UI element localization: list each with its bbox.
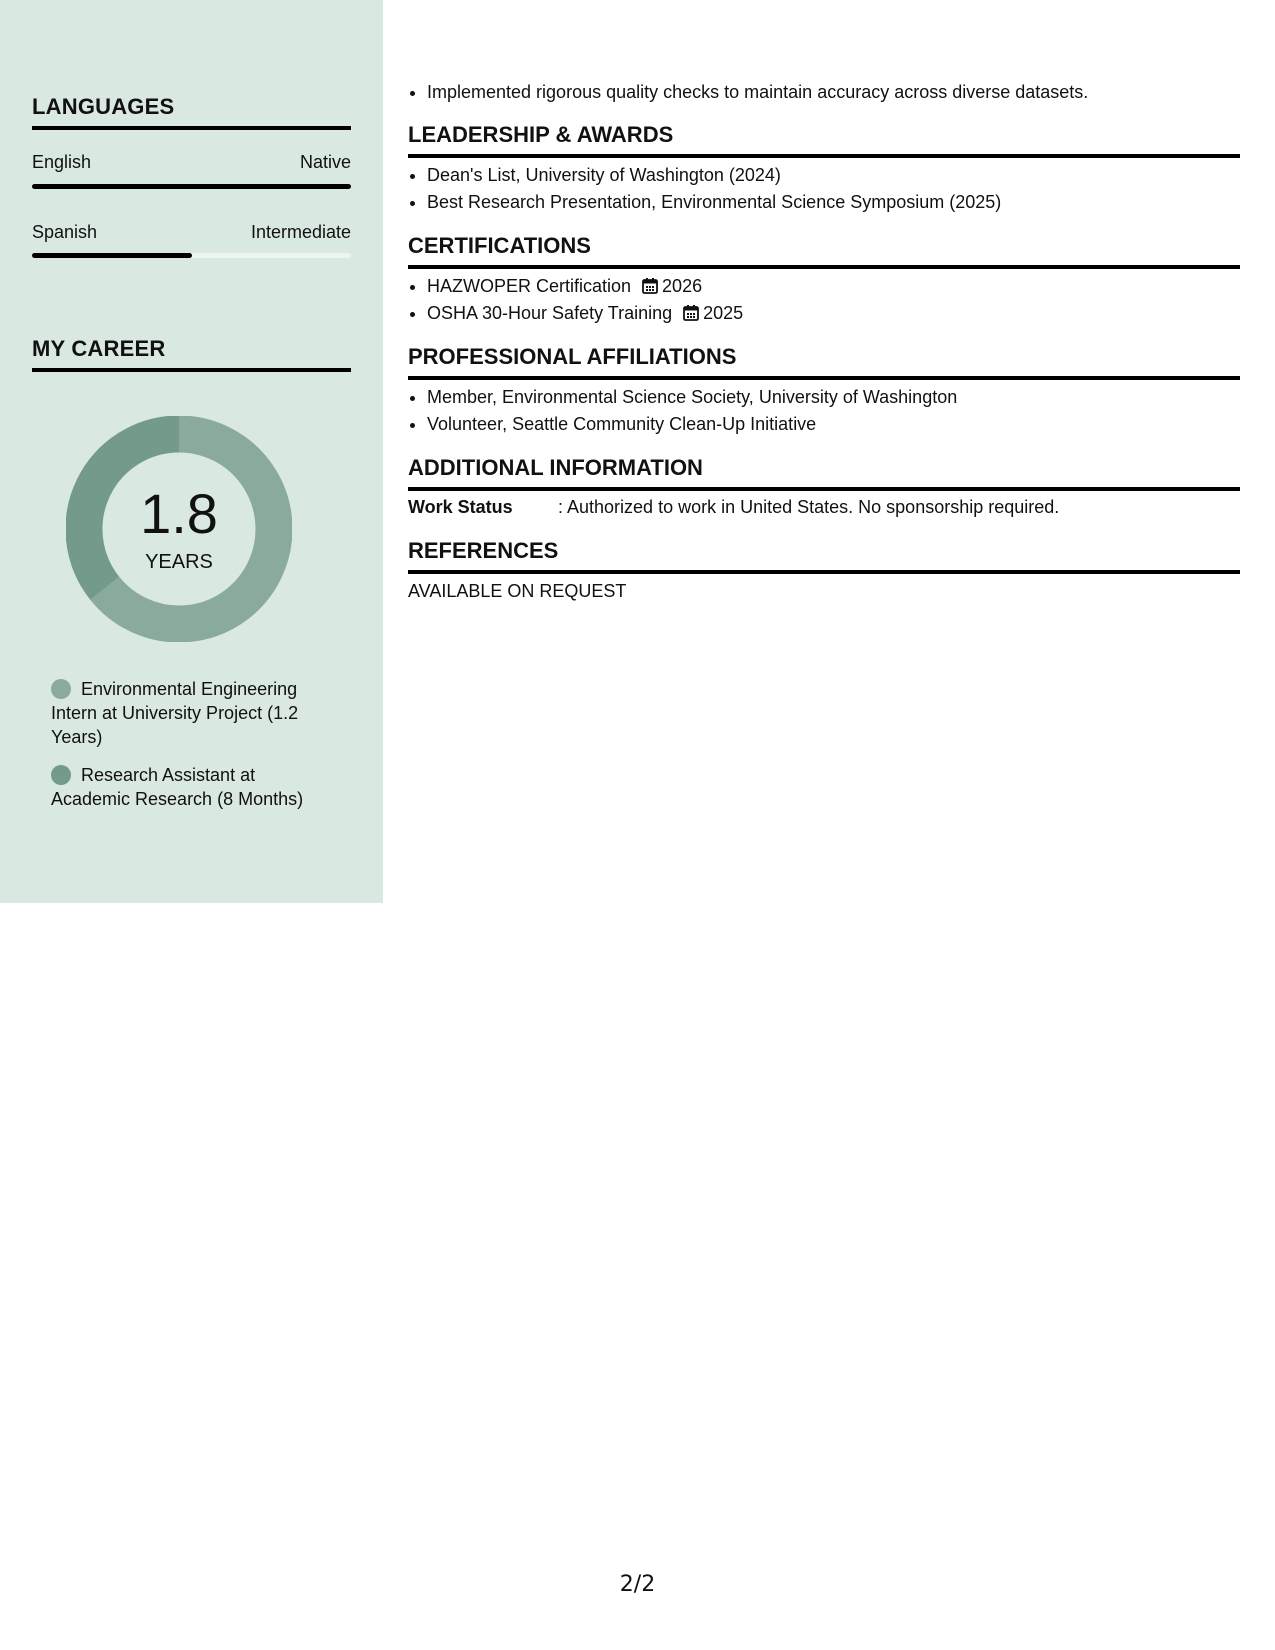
career-legend-label: Research Assistant at Academic Research (8 Months) xyxy=(51,765,304,809)
career-total-value: 1.8 xyxy=(140,482,218,545)
language-proficiency-bar xyxy=(32,253,351,258)
awards-list xyxy=(408,162,1239,216)
certification-item xyxy=(427,300,1239,327)
certifications-list xyxy=(408,273,1239,327)
career-donut-center xyxy=(66,416,292,642)
career-legend-item xyxy=(51,677,331,749)
experience-bullets xyxy=(408,79,1239,106)
legend-dot-icon xyxy=(51,765,71,785)
list-item: • Volunteer, Seattle Community Clean-Up Initiative xyxy=(427,411,1239,438)
work-status-value: : Authorized to work in United States. No sponsorship required. xyxy=(558,497,1060,517)
certification-name: HAZWOPER Certification xyxy=(427,276,632,296)
language-proficiency-fill xyxy=(32,184,351,189)
language-proficiency-fill xyxy=(32,253,192,258)
language-level: Intermediate xyxy=(250,222,351,242)
language-proficiency-bar xyxy=(32,184,351,189)
list-item: • Dean's List, University of Washington (2024) xyxy=(427,162,1239,189)
career-heading: MY CAREER xyxy=(32,336,351,372)
list-item: • Member, Environmental Science Society, University of Washington xyxy=(427,384,1239,411)
certification-item xyxy=(427,273,1239,300)
references-text: AVAILABLE ON REQUEST xyxy=(408,581,627,601)
calendar-icon xyxy=(682,304,700,322)
language-name: Spanish xyxy=(32,222,98,242)
calendar-icon xyxy=(641,277,659,295)
certification-year: 2025 xyxy=(703,303,744,323)
affiliations-list xyxy=(408,384,1239,438)
career-legend-label: Environmental Engineering Intern at University Project (1.2 Years) xyxy=(51,679,299,747)
career-donut-chart xyxy=(66,416,292,642)
affiliations-heading: PROFESSIONAL AFFILIATIONS xyxy=(408,344,1240,380)
sidebar xyxy=(0,0,383,903)
list-item: • Implemented rigorous quality checks to maintain accuracy across diverse datasets. xyxy=(427,79,1239,106)
languages-heading: LANGUAGES xyxy=(32,94,351,130)
work-status-label: Work Status xyxy=(408,497,513,517)
career-legend-item xyxy=(51,763,331,811)
page-number: 2/2 xyxy=(619,1572,656,1597)
certification-name: OSHA 30-Hour Safety Training xyxy=(427,303,673,323)
additional-info-heading: ADDITIONAL INFORMATION xyxy=(408,455,1240,491)
awards-heading: LEADERSHIP & AWARDS xyxy=(408,122,1240,158)
legend-dot-icon xyxy=(51,679,71,699)
language-name: English xyxy=(32,152,92,172)
certification-year: 2026 xyxy=(662,276,703,296)
list-item: • Best Research Presentation, Environmental Science Symposium (2025) xyxy=(427,189,1239,216)
certifications-heading: CERTIFICATIONS xyxy=(408,233,1240,269)
language-level: Native xyxy=(299,152,351,172)
career-total-unit: YEARS xyxy=(145,551,213,573)
references-heading: REFERENCES xyxy=(408,538,1240,574)
